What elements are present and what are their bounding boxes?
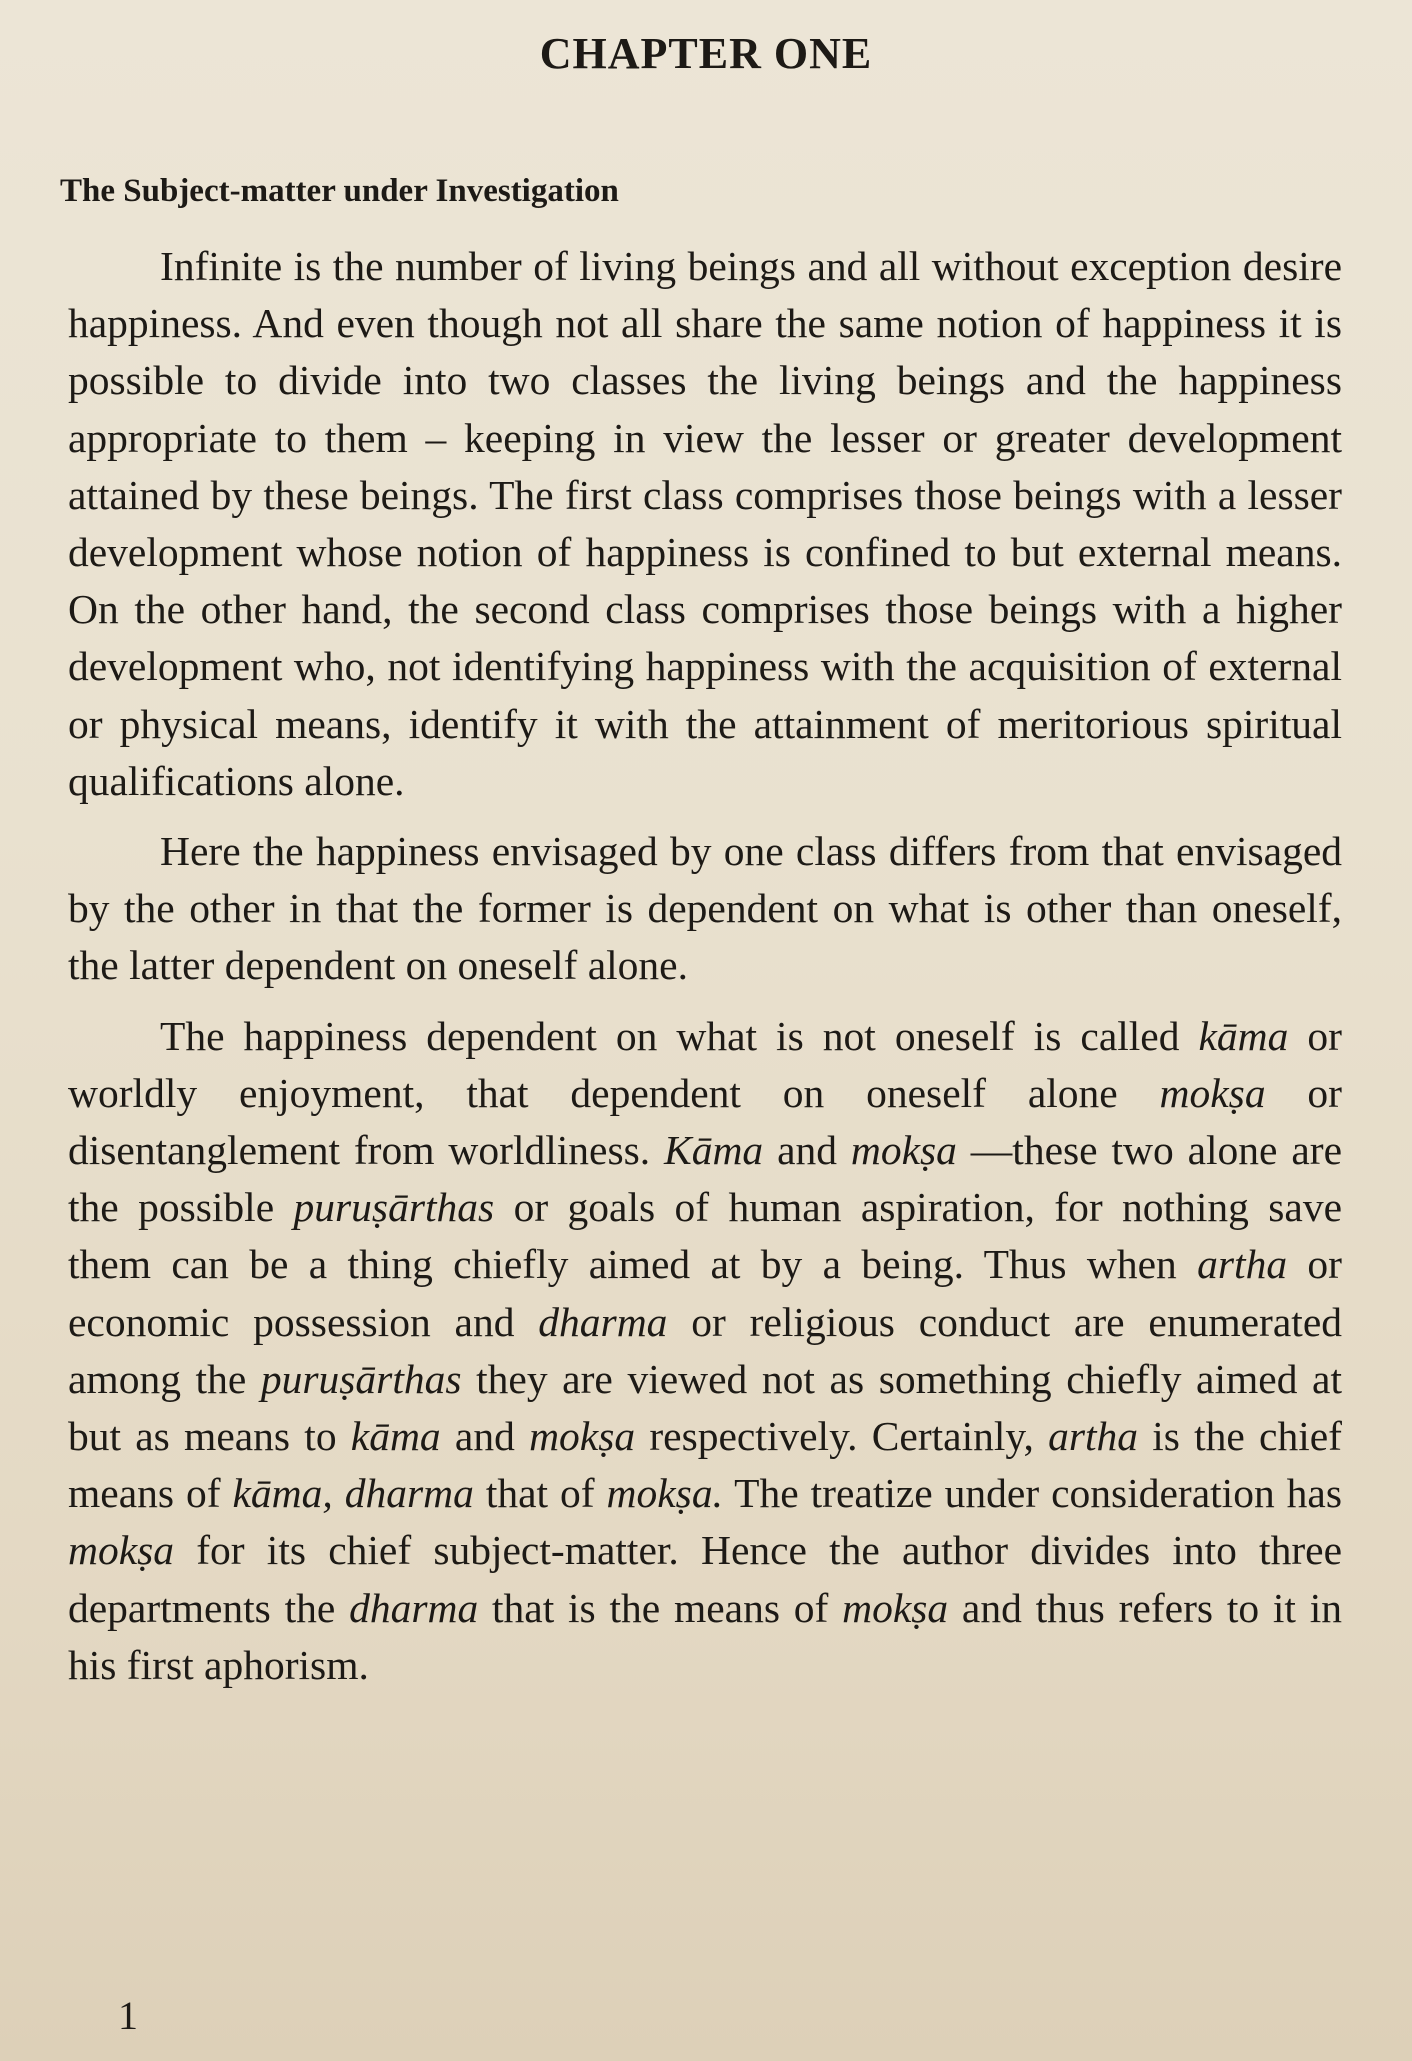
text-run: Infinite is the number of living beings and all without exception desire happiness. And even though not all share the same notion of happiness it is possible to divide into two classes the living beings and the happiness appropriate to them – keeping in view the lesser or greater development attained by these beings. The first class comprises those beings with a lesser development whose notion of happiness is confined to but external means. On the other hand, the second class comprises those beings with a higher development who, not identifying happiness with the acquisition of external or physical means, identify it with the attainment of meritorious spiritual qualifications alone. xyxy=(68,243,1342,804)
text-run: for its chief subject-matter. Hence the author divides into three departments the xyxy=(68,1527,1342,1631)
text-run: that is the means of xyxy=(478,1584,843,1631)
italic-term: mokṣa xyxy=(529,1413,636,1460)
text-run: or goals of human aspiration, for nothing save them can be a thing chiefly aimed at by a being. Thus when xyxy=(68,1184,1342,1288)
text-run: or worldly enjoyment, that dependent on oneself alone xyxy=(68,1012,1342,1116)
italic-term: artha xyxy=(1197,1241,1288,1288)
text-run: is the chief means of xyxy=(68,1413,1342,1517)
italic-term: dharma xyxy=(538,1298,668,1345)
text-run: The treatize under consideration has xyxy=(722,1470,1342,1517)
text-run: or economic possession and xyxy=(68,1241,1342,1345)
chapter-title: CHAPTER ONE xyxy=(539,29,873,78)
text-run: —these two alone are the possible xyxy=(68,1127,1342,1231)
paragraph xyxy=(68,823,1342,995)
italic-term: kāma, dharma xyxy=(232,1470,474,1517)
text-run: The happiness dependent on what is not oneself is called xyxy=(160,1012,1199,1059)
text-run: respectively. Certainly, xyxy=(635,1413,1049,1460)
text-run: that of xyxy=(473,1470,607,1517)
section-heading: The Subject-matter under Investigation xyxy=(60,173,619,209)
page-number: 1 xyxy=(118,1993,138,2038)
text-run: or religious conduct are enumerated among the xyxy=(68,1298,1342,1402)
italic-term: puruṣārthas xyxy=(260,1355,462,1402)
paragraph xyxy=(68,1008,1342,1694)
italic-term: mokṣa xyxy=(1159,1069,1266,1116)
italic-term: puruṣārthas xyxy=(293,1184,495,1231)
text-run: or disentanglement from worldliness. xyxy=(68,1069,1342,1174)
italic-term: mokṣa xyxy=(68,1527,175,1574)
text-run: they are viewed not as something chiefly aimed at but as means to xyxy=(68,1355,1343,1460)
italic-term: kāma xyxy=(1198,1012,1289,1059)
italic-term: mokṣa xyxy=(850,1127,957,1174)
text-run: and thus refers to it in his first aphorism. xyxy=(68,1584,1343,1688)
body-text xyxy=(68,238,1342,1694)
italic-term: dharma xyxy=(349,1584,479,1631)
italic-term: Kāma xyxy=(664,1127,764,1174)
italic-term: kāma xyxy=(350,1413,441,1460)
italic-term: mokṣa. xyxy=(606,1470,723,1517)
text-run: and xyxy=(440,1413,530,1460)
italic-term: artha xyxy=(1048,1413,1138,1460)
paragraph xyxy=(68,238,1342,810)
italic-term: mokṣa xyxy=(842,1584,949,1631)
text-run: and xyxy=(763,1127,851,1174)
text-run: Here the happiness envisaged by one class differs from that envisaged by the other in that the former is dependent on what is other than oneself, the latter dependent on oneself alone. xyxy=(68,828,1342,989)
